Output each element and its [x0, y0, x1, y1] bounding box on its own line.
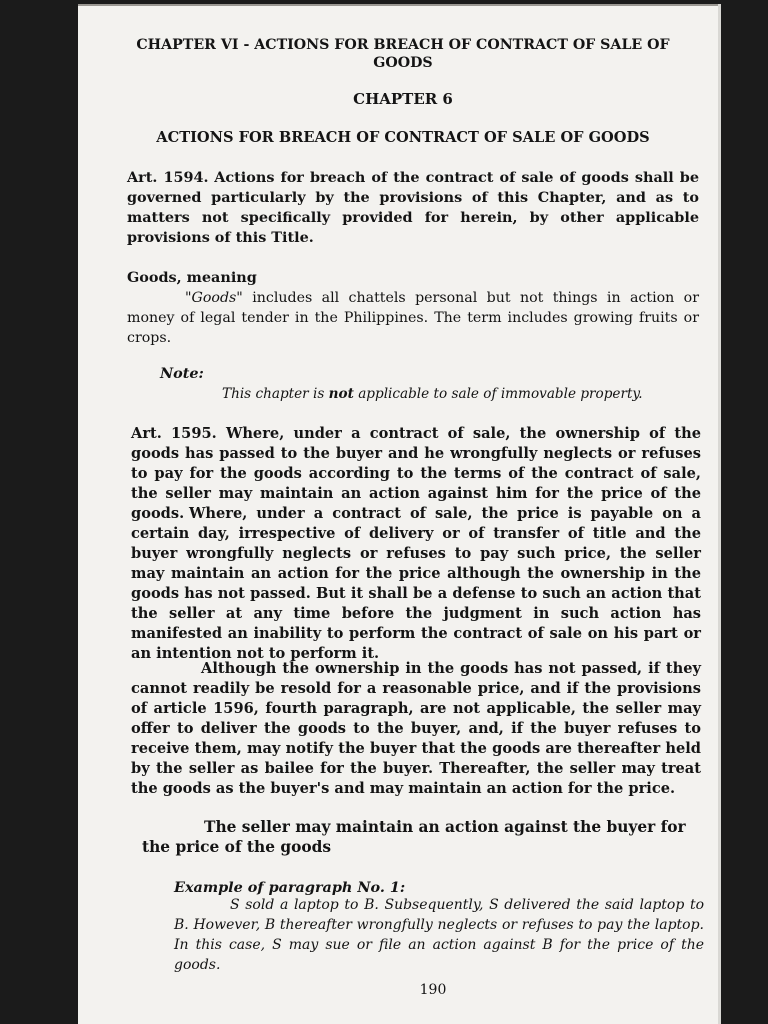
goods-meaning-text: includes all chattels personal but not things in action or money of legal tender in the Philippines. The term includes growing fruits or crops. [127, 290, 699, 346]
chapter-heading-line-1: CHAPTER VI - ACTIONS FOR BREACH OF CONTRACT OF SALE OF [136, 37, 670, 53]
example-heading: Example of paragraph No. 1: [174, 879, 406, 896]
note-emphasis: not [328, 386, 354, 402]
page-number: 190 [419, 982, 447, 998]
article-1595-label: Art. 1595. [131, 425, 217, 442]
note-text-before: This chapter is [222, 386, 325, 402]
chapter-number: CHAPTER 6 [353, 90, 453, 108]
article-1594-text: Actions for breach of the contract of sale of goods shall be governed particularly by the provisions of this Chapter, and as to matters not specifically provided for herein, by other applicable provisions of this Title. [127, 169, 700, 246]
article-1595-paragraph-3: Although the ownership in the goods has not passed, if they cannot readily be resold for a reasonable price, and if the provisions of article 1596, fourth paragraph, are not applicable, the seller may offer to deliver the goods to the buyer, and, if the buyer refuses to receive them, may notify the buyer that the goods are thereafter held by the seller as bailee for the buyer. Thereafter, the seller may treat the goods as the buyer's and may maintain an action for the price. [131, 660, 701, 797]
chapter-heading-line-2: GOODS [373, 55, 433, 71]
article-1595-para-1-text: Where, under a contract of sale, the ownership of the goods has passed to the buyer and he wrongfully neglects or refuses to pay for the goods according to the terms of the contract of sale, the seller may maintain an action against him for the price of the goods. [131, 425, 701, 522]
section-subheading: The seller may maintain an action against the buyer for the price of the goods [142, 818, 686, 856]
book-page [78, 4, 721, 1024]
note-label: Note: [160, 365, 204, 382]
article-1595-paragraph-2: Where, under a contract of sale, the price is payable on a certain day, irrespective of delivery or of transfer of title and the buyer wrongfully neglects or refuses to pay such price, the seller may maintain an action for the price although the ownership in the goods has not passed. But it shall be a defense to such an action that the seller at any time before the judgment in such action has manifested an inability to perform the contract of sale on his part or an intention not to perform it. [131, 505, 701, 662]
goods-meaning-heading: Goods, meaning [127, 269, 257, 286]
note-text [222, 384, 682, 404]
chapter-title: ACTIONS FOR BREACH OF CONTRACT OF SALE OF GOODS [156, 129, 650, 146]
article-1594 [127, 168, 699, 248]
note-text-after: applicable to sale of immovable property. [358, 386, 643, 402]
goods-meaning-paragraph [127, 288, 699, 348]
example-text: S sold a laptop to B. Subsequently, S delivered the said laptop to B. However, B thereafter wrongfully neglects or refuses to pay the laptop. In this case, S may sue or file an action against B for the price of the goods. [174, 897, 704, 973]
goods-term: "Goods" [185, 290, 243, 306]
article-1594-label: Art. 1594. [127, 169, 209, 186]
